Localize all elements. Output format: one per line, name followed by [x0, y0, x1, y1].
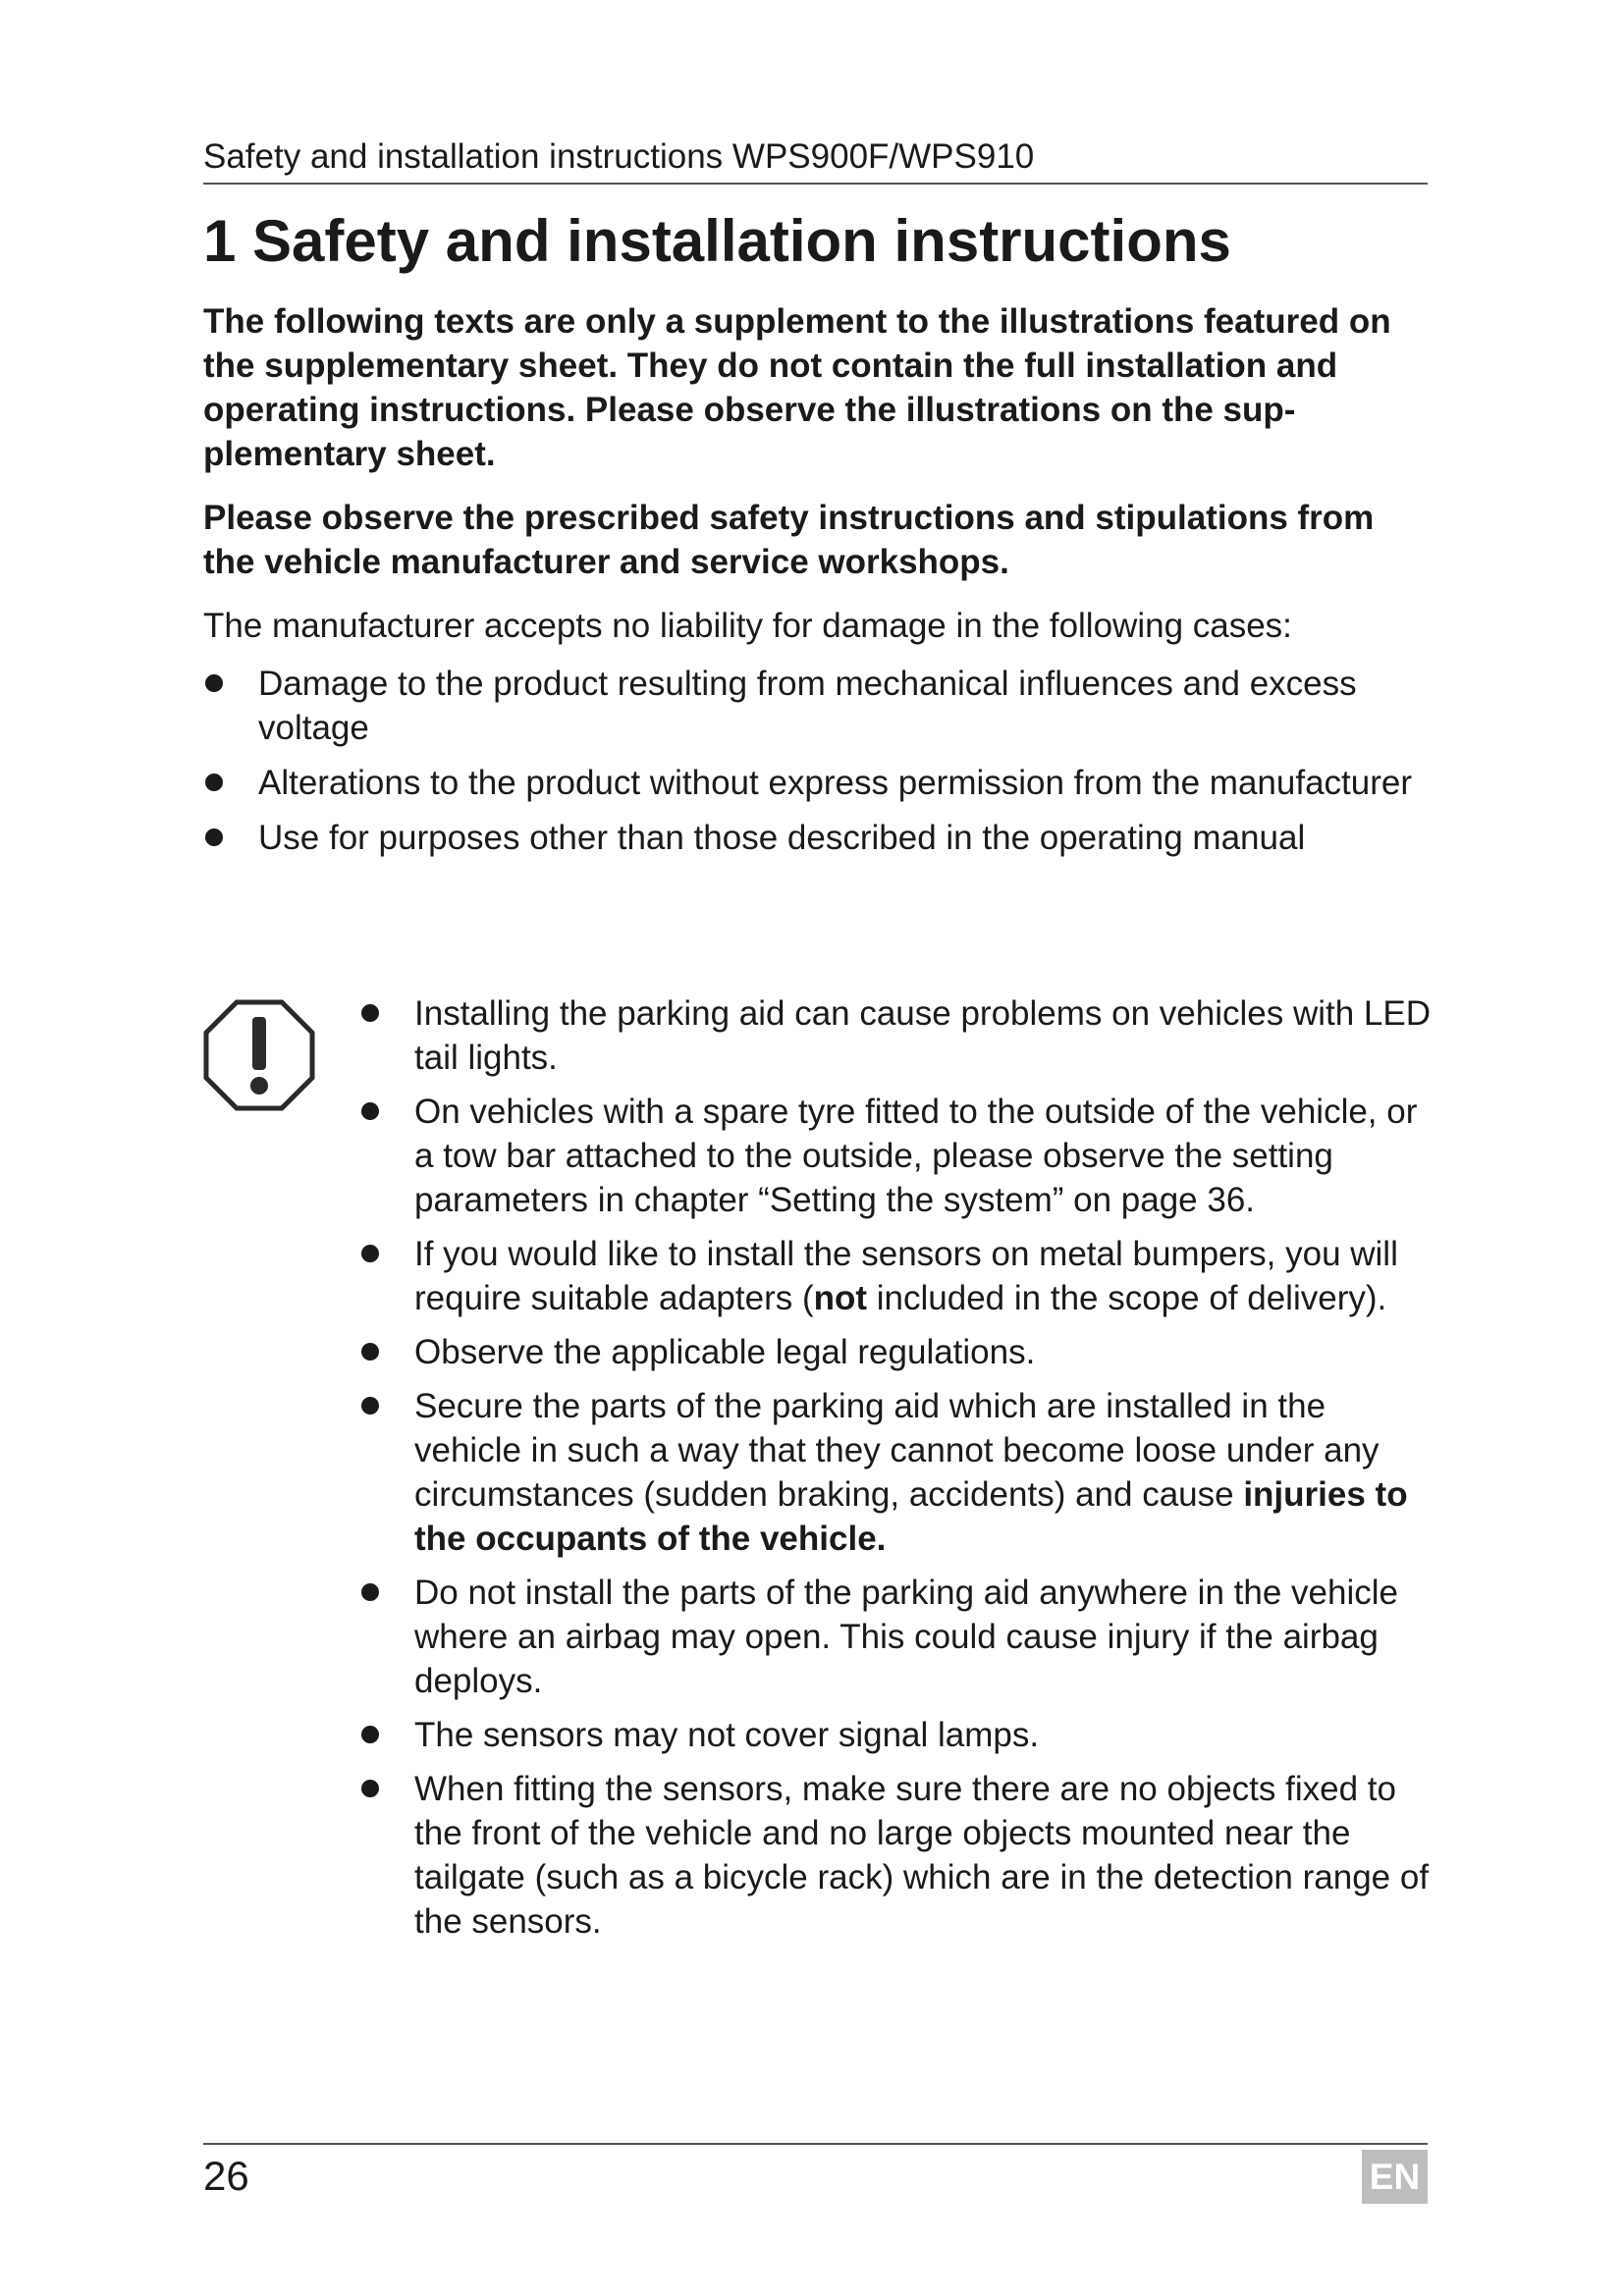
liability-list	[203, 662, 1431, 860]
list-item-text: Installing the parking aid can cause problems on vehicles with LED tail lights.	[414, 994, 1432, 1077]
text-run: included in the scope of delivery).	[867, 1279, 1387, 1317]
bullet-icon	[361, 1245, 379, 1262]
list-item	[360, 1571, 1431, 1703]
list-item	[360, 1713, 1431, 1757]
bullet-icon	[361, 1343, 379, 1361]
bullet-icon	[361, 1780, 379, 1797]
supplement-notice: The following texts are only a supplement to the illustrations featured on the supplementary sheet. They do not contain the full installation and operating instructions. Please observe the illustrations on the supplementary sheet.	[203, 302, 1391, 473]
list-item	[360, 1330, 1431, 1374]
list-item	[360, 1767, 1431, 1944]
bullet-icon	[205, 774, 223, 791]
emphasis-injuries: injuries to the occupants of the vehicle.	[414, 1475, 1408, 1558]
list-item	[203, 662, 1431, 750]
list-item-text: Alterations to the product without express permission from the manufacturer	[258, 764, 1412, 802]
list-item	[360, 1090, 1431, 1222]
list-item	[360, 1384, 1431, 1561]
list-item-text: Use for purposes other than those described in the operating manual	[258, 819, 1306, 857]
list-item-text: Damage to the product resulting from mechanical influences and excess voltage	[258, 665, 1357, 747]
bullet-icon	[361, 1583, 379, 1601]
language-badge: EN	[1362, 2150, 1428, 2204]
intro-section	[203, 299, 1431, 871]
warning-icon	[203, 999, 315, 1111]
running-header: Safety and installation instructions WPS900F/WPS910	[203, 137, 1035, 176]
header-divider	[203, 183, 1428, 185]
text-run: If you would like to install the sensors on metal bumpers, you will require suitable adapters (	[414, 1235, 1398, 1317]
list-item	[360, 991, 1431, 1080]
emphasis-not: not	[813, 1279, 868, 1317]
bullet-icon	[205, 828, 223, 846]
liability-intro: The manufacturer accepts no liability for damage in the following cases:	[203, 607, 1292, 645]
page-number: 26	[203, 2153, 249, 2199]
bullet-icon	[361, 1102, 379, 1120]
list-item	[360, 1232, 1431, 1320]
list-item-text: On vehicles with a spare tyre fitted to the outside of the vehicle, or a tow bar attached to the outside, please observe the setting parameters in chapter “Setting the system” on page 36.	[414, 1093, 1418, 1219]
list-item-text: Observe the applicable legal regulations.	[414, 1333, 1036, 1371]
list-item-text	[414, 1387, 1408, 1558]
list-item-text: Do not install the parts of the parking aid anywhere in the vehicle where an airbag may open. This could cause injury if the airbag deploys.	[414, 1574, 1398, 1700]
chapter-title: 1 Safety and installation instructions	[203, 208, 1231, 274]
list-item	[203, 761, 1431, 805]
bullet-icon	[361, 1726, 379, 1743]
list-item-text: The sensors may not cover signal lamps.	[414, 1716, 1040, 1754]
footer-divider	[203, 2143, 1428, 2145]
bullet-icon	[361, 1397, 379, 1415]
list-item-text: When fitting the sensors, make sure there are no objects fixed to the front of the vehicle and no large objects mounted near the tailgate (such as a bicycle rack) which are in the detection range of the sensors.	[414, 1770, 1430, 1941]
text-run: Secure the parts of the parking aid which are installed in the vehicle in such a way that they cannot become loose under any circumstances (sudden braking, accidents) and cause	[414, 1387, 1380, 1514]
warning-list	[360, 991, 1431, 1953]
bullet-icon	[361, 1004, 379, 1022]
list-item	[203, 816, 1431, 860]
list-item-text	[414, 1235, 1398, 1317]
bullet-icon	[205, 674, 223, 692]
safety-stipulations-notice: Please observe the prescribed safety instructions and stipulations from the vehicle manufacturer and service workshops.	[203, 499, 1375, 581]
